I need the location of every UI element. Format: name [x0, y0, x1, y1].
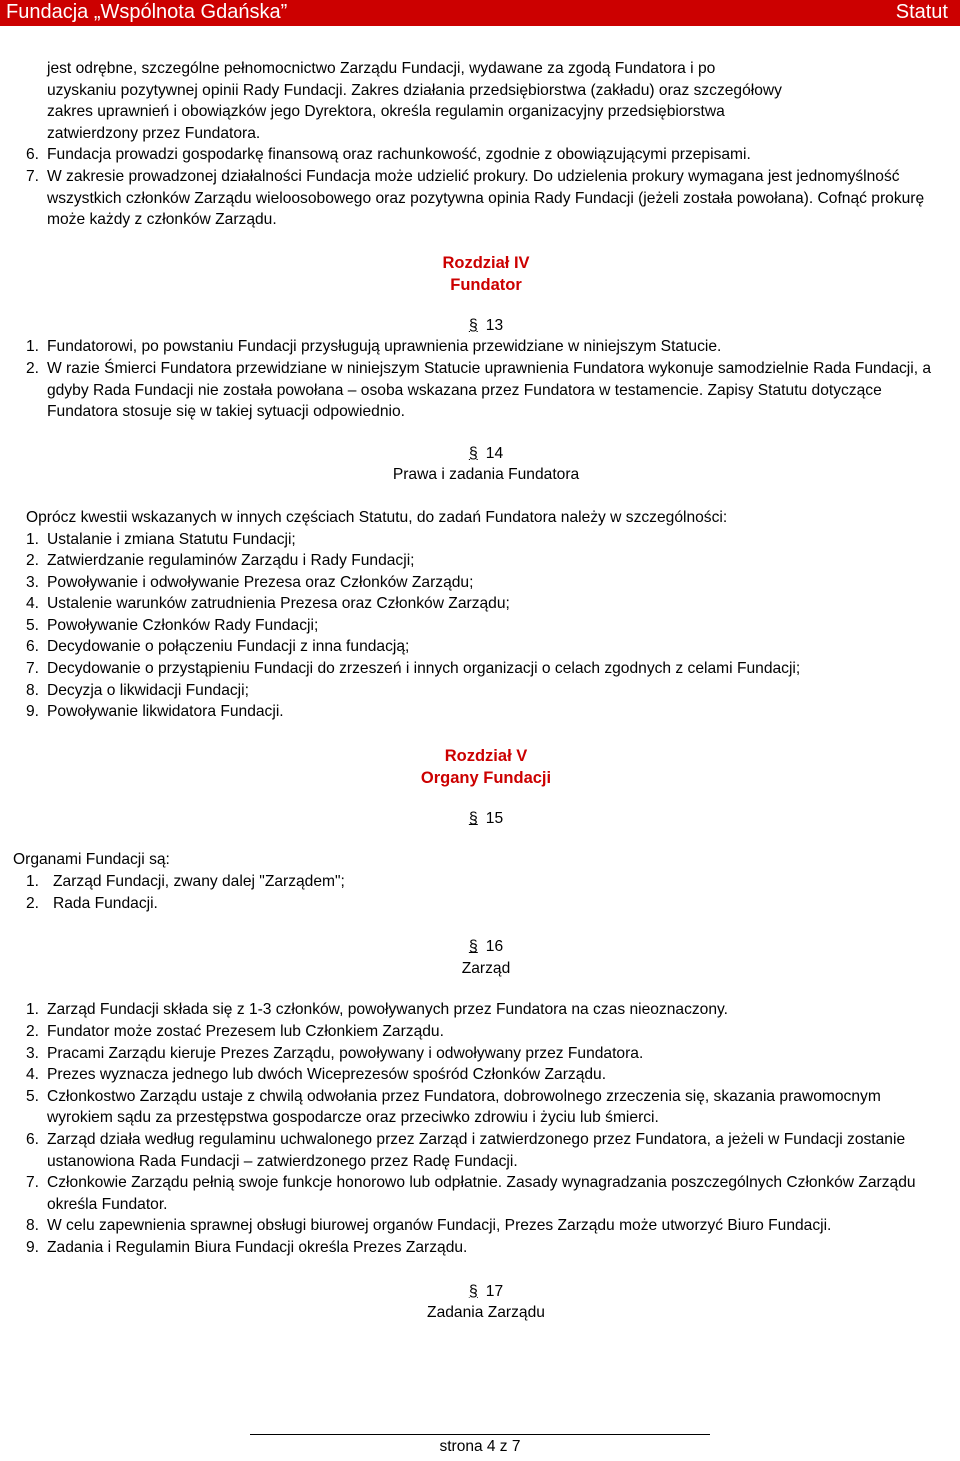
paragraph-title: Prawa i zadania Fundatora [392, 466, 580, 484]
list-item [26, 572, 946, 594]
item-text: W razie Śmierci Fundatora przewidziane w niniejszym Statucie uprawnienia Fundatora wykonuje samodzielnie Rada Fundacji, a gdyby Rada Fundacji nie została powołana – osoba wskazana przez Fundatora w testamencie. Zapisy Statutu dotyczące Fundatora stosuje się w takiej sytuacji odpowiednio. [47, 359, 932, 421]
section-sign: § [468, 316, 478, 334]
page-number: strona 4 z 7 [439, 1438, 521, 1455]
section-sign: § [468, 938, 478, 956]
item-text: Zarząd Fundacji, zwany dalej "Zarządem"; [53, 873, 345, 891]
intro-paragraph [26, 58, 946, 144]
list-item [26, 593, 946, 615]
paragraph-heading [26, 443, 946, 465]
item-number: 6. [26, 1130, 40, 1148]
item-number: 8. [26, 1217, 40, 1235]
list-item [26, 1129, 946, 1172]
item-text: Fundacja prowadzi gospodarkę finansową oraz rachunkowość, zgodnie z obowiązującymi przepisami. [47, 146, 751, 164]
item-number: 2. [26, 1023, 40, 1040]
intro-line: zatwierdzony przez Fundatora. [47, 124, 261, 142]
list-item [26, 871, 946, 893]
item-text: Ustalenie warunków zatrudnienia Prezesa oraz Członków Zarządu; [47, 595, 510, 613]
item-number: 3. [26, 573, 40, 591]
paragraph-number: 17 [485, 1282, 504, 1300]
intro-line: uzyskaniu pozytywnej opinii Rady Fundacji. Zakres działania przedsiębiorstwa (zakładu) oraz szczegółowy [47, 81, 782, 99]
item-number: 9. [26, 1238, 40, 1256]
list-item [26, 1215, 946, 1237]
item-text: Rada Fundacji. [53, 894, 158, 912]
item-text: Powoływanie i odwoływanie Prezesa oraz Członków Zarządu; [47, 573, 474, 591]
paragraph-number: 14 [485, 444, 504, 462]
list-item [26, 1064, 946, 1086]
item-number: 1. [26, 1001, 40, 1019]
item-number: 8. [26, 681, 40, 699]
section-sign: § [468, 1282, 478, 1300]
item-number: 7. [26, 167, 40, 185]
footer-divider [250, 1434, 710, 1435]
list-item [26, 144, 946, 166]
document-body [13, 58, 946, 1324]
paragraph-lead: Oprócz kwestii wskazanych w innych częściach Statutu, do zadań Fundatora należy w szczególności: [26, 508, 728, 526]
item-text: Powoływanie Członków Rady Fundacji; [47, 616, 319, 634]
item-number: 2. [26, 894, 40, 912]
section-sign: § [468, 809, 478, 827]
list-item [26, 1043, 946, 1065]
item-text: Decydowanie o połączeniu Fundacji z inna fundacją; [47, 638, 410, 656]
paragraph-heading [26, 936, 946, 958]
chapter-subtitle: Fundator [450, 275, 522, 294]
list-item [26, 166, 946, 231]
item-text: Zarząd działa według regulaminu uchwalonego przez Zarząd i zatwierdzonego przez Fundatora, a jeżeli w Fundacji zostanie ustanowiona Rada Fundacji – zatwierdzonego przez Radę Fundacji. [47, 1130, 906, 1170]
item-number: 5. [26, 1087, 40, 1105]
item-number: 7. [26, 1174, 40, 1192]
list-item [26, 636, 946, 658]
paragraph-number: 15 [485, 809, 504, 827]
item-number: 4. [26, 1066, 40, 1084]
paragraph-lead: Organami Fundacji są: [13, 851, 170, 869]
paragraph-heading [26, 808, 946, 830]
chapter-title: Rozdział V [444, 746, 528, 765]
item-number: 9. [26, 703, 40, 721]
item-number: 7. [26, 660, 40, 678]
intro-line: jest odrębne, szczególne pełnomocnictwo Zarządu Fundacji, wydawane za zgodą Fundatora i po [47, 60, 716, 77]
item-text: Członkowie Zarządu pełnią swoje funkcje honorowo lub odpłatnie. Zasady wynagradzania poszczególnych Członków Zarządu określa Fundator. [47, 1174, 916, 1213]
paragraph-number: 13 [485, 316, 504, 334]
item-text: Pracami Zarządu kieruje Prezes Zarządu, powoływany i odwoływany przez Fundatora. [47, 1044, 644, 1062]
intro-line: zakres uprawnień i obowiązków jego Dyrektora, określa regulamin organizacyjny przedsiębiorstwa [47, 103, 725, 121]
item-number: 4. [26, 595, 40, 613]
item-text: W celu zapewnienia sprawnej obsługi biurowej organów Fundacji, Prezes Zarządu może utworzyć Biuro Fundacji. [47, 1217, 832, 1235]
item-number: 5. [26, 616, 40, 634]
list-item [26, 1237, 946, 1259]
item-number: 1. [26, 530, 40, 548]
list-item [26, 358, 946, 423]
paragraph-heading [26, 1281, 946, 1303]
item-number: 2. [26, 552, 40, 570]
paragraph-title: Zarząd [461, 959, 511, 977]
item-text: Członkostwo Zarządu ustaje z chwilą odwołania przez Fundatora, dobrowolnego zrzeczenia się, skazania prawomocnym wyrokiem sądu za przestępstwa gospodarcze oraz przeciwko zdrowiu i życiu lub śmierci. [47, 1087, 881, 1127]
paragraph-heading [26, 315, 946, 337]
item-number: 1. [26, 873, 40, 891]
list-item [26, 529, 946, 551]
item-text: Fundatorowi, po powstaniu Fundacji przysługują uprawnienia przewidziane w niniejszym Statucie. [47, 338, 722, 356]
item-number: 6. [26, 146, 40, 164]
chapter-title: Rozdział IV [442, 253, 530, 272]
list-item [26, 550, 946, 572]
item-number: 1. [26, 338, 40, 356]
list-item [26, 1086, 946, 1129]
item-number: 2. [26, 359, 40, 377]
list-item [26, 680, 946, 702]
item-text: Zatwierdzanie regulaminów Zarządu i Rady Fundacji; [47, 552, 415, 570]
list-item [26, 999, 946, 1021]
chapter-subtitle: Organy Fundacji [420, 768, 552, 787]
item-number: 6. [26, 638, 40, 656]
item-text: Decydowanie o przystąpieniu Fundacji do zrzeszeń i innych organizacji o celach zgodnych z celami Fundacji; [47, 660, 801, 678]
list-item [26, 658, 946, 680]
item-text: Prezes wyznacza jednego lub dwóch Wiceprezesów spośród Członków Zarządu. [47, 1066, 607, 1084]
item-text: Zadania i Regulamin Biura Fundacji określa Prezes Zarządu. [47, 1238, 468, 1256]
list-item [26, 1172, 946, 1215]
section-sign: § [468, 444, 478, 462]
header-title: Fundacja „Wspólnota Gdańska” [6, 1, 288, 23]
item-text: Fundator może zostać Prezesem lub Członkiem Zarządu. [47, 1023, 444, 1040]
item-text: Ustalanie i zmiana Statutu Fundacji; [47, 530, 296, 548]
item-text: W zakresie prowadzonej działalności Fundacja może udzielić prokury. Do udzielenia prokury wymagana jest jednomyślność wszystkich członków Zarządu wieloosobowego oraz pozytywna opinia Rady Fundacji (jeżeli została powołana). Cofnąć prokurę może każdy z członków Zarządu. [47, 167, 925, 229]
list-item [26, 336, 946, 358]
item-text: Powoływanie likwidatora Fundacji. [47, 703, 284, 721]
item-number: 3. [26, 1044, 40, 1062]
item-text: Zarząd Fundacji składa się z 1-3 członków, powoływanych przez Fundatora na czas nieoznaczony. [47, 1001, 728, 1019]
list-item [26, 615, 946, 637]
paragraph-title: Zadania Zarządu [427, 1304, 545, 1322]
list-item [26, 1021, 946, 1043]
list-item [26, 893, 946, 915]
list-item [26, 701, 946, 723]
page-header [0, 0, 960, 26]
header-document-type: Statut [895, 1, 948, 23]
paragraph-number: 16 [485, 938, 504, 956]
item-text: Decyzja o likwidacji Fundacji; [47, 681, 249, 699]
